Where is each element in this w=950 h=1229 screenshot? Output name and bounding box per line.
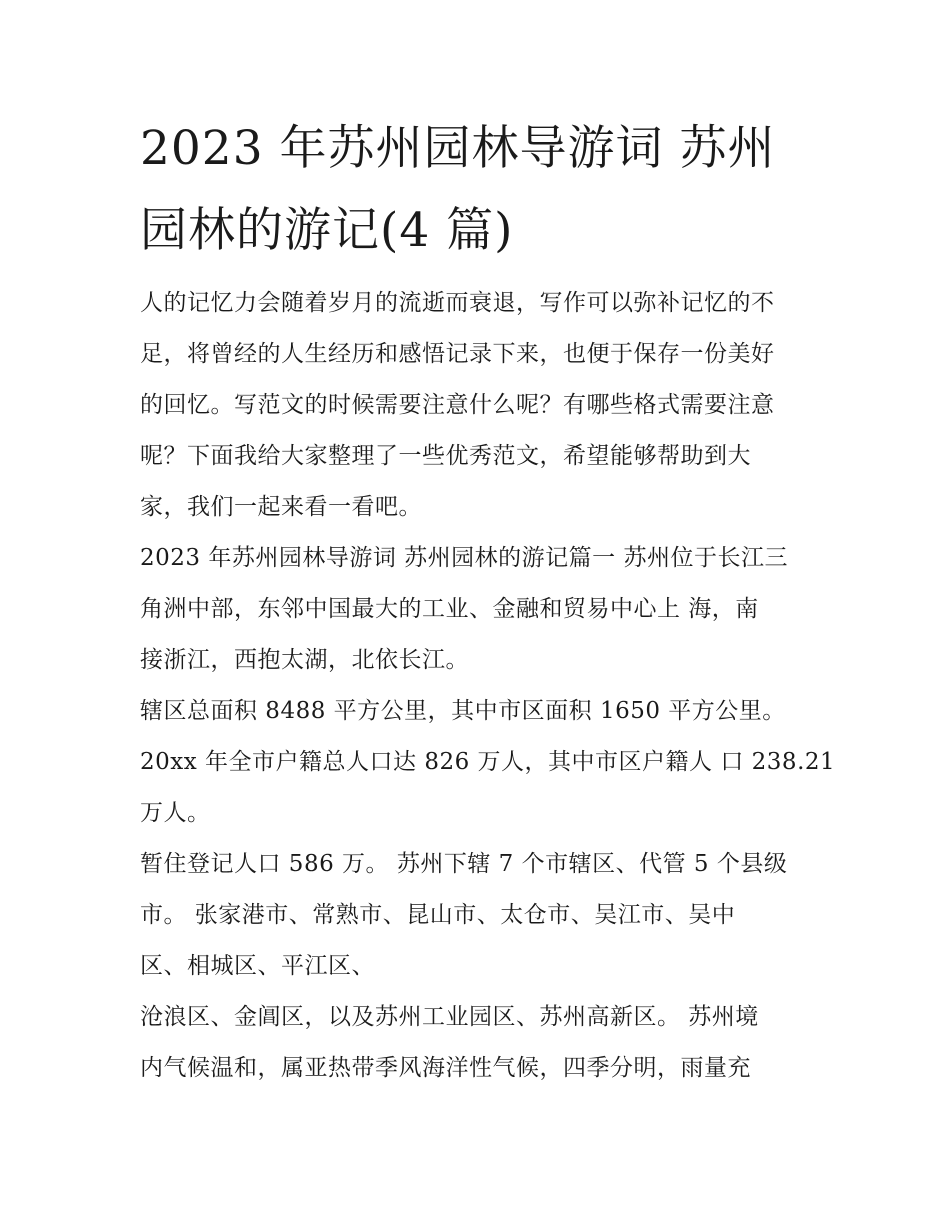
text-line: 20xx 年全市户籍总人口达 826 万人，其中市区户籍人 口 238.21 (140, 749, 836, 775)
text-line: 内气候温和，属亚热带季风海洋性气候，四季分明，雨量充 (140, 1055, 751, 1081)
text-line: 2023 年苏州园林导游词 苏州园林的游记篇一 苏州位于长江三 (140, 545, 788, 571)
text-line: 沧浪区、金阊区，以及苏州工业园区、苏州高新区。 苏州境 (140, 1004, 759, 1030)
text-line: 呢？下面我给大家整理了一些优秀范文，希望能够帮助到大 (140, 443, 751, 469)
paragraph-districts (140, 839, 812, 992)
paragraph-climate (140, 992, 812, 1094)
text-line: 辖区总面积 8488 平方公里，其中市区面积 1650 平方公里。 (140, 698, 786, 724)
title-line-2: 园林的游记(4 篇) (140, 203, 514, 258)
text-line: 市。 张家港市、常熟市、昆山市、太仓市、吴江市、吴中 (140, 902, 736, 928)
document-page (140, 108, 836, 1094)
paragraph-population (140, 737, 836, 839)
text-line: 角洲中部，东邻中国最大的工业、金融和贸易中心上 海，南 (140, 596, 759, 622)
title-line-1: 2023 年苏州园林导游词 苏州 (140, 121, 776, 176)
text-line: 的回忆。写范文的时候需要注意什么呢？有哪些格式需要注意 (140, 392, 775, 418)
paragraph-intro (140, 278, 812, 533)
paragraph-location (140, 533, 812, 686)
text-line: 接浙江，西抱太湖，北依长江。 (140, 647, 469, 673)
text-line: 暂住登记人口 586 万。 苏州下辖 7 个市辖区、代管 5 个县级 (140, 851, 788, 877)
text-line: 万人。 (140, 800, 211, 826)
text-line: 足，将曾经的人生经历和感悟记录下来，也便于保存一份美好 (140, 341, 775, 367)
document-title (140, 108, 812, 272)
paragraph-area (140, 686, 812, 737)
text-line: 人的记忆力会随着岁月的流逝而衰退，写作可以弥补记忆的不 (140, 290, 775, 316)
text-line: 区、相城区、平江区、 (140, 953, 375, 979)
text-line: 家，我们一起来看一看吧。 (140, 494, 422, 520)
